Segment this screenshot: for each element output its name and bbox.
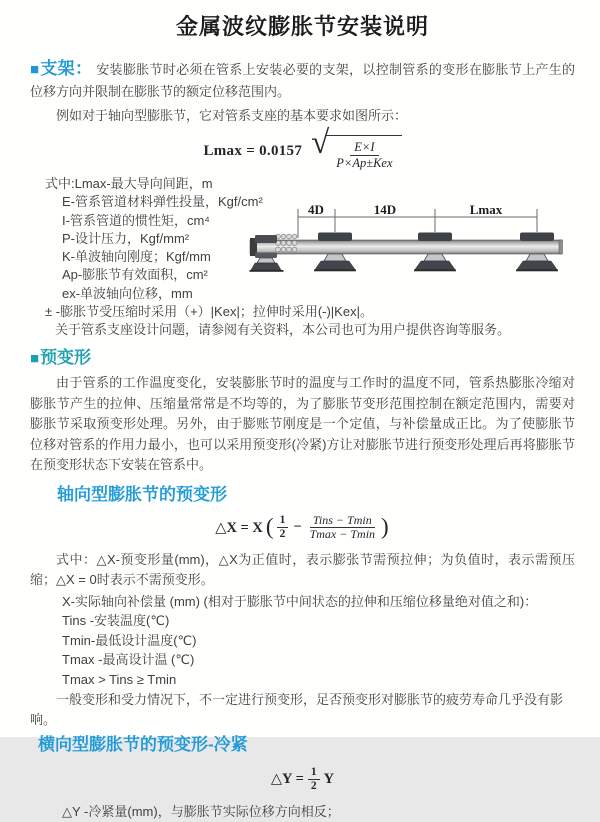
sign-note-line: ± -膨胀节受压缩时采用（+）|Kex|；拉伸时采用(-)|Kex|。 [45,304,373,320]
formula-numerator: E×I [350,140,378,156]
axial-item: Tins -安装温度(℃) [62,613,170,629]
definition-line: 式中:Lmax-最大导向间距，m [45,176,213,191]
lateral-formula [30,764,575,794]
definition-line: E-管系管道材料弹性投量，Kgf/cm² [62,194,263,210]
section-square-icon: ■ [30,350,40,367]
pipe-support-diagram [248,202,592,294]
sqrt-radical [311,124,401,171]
predeform-paragraph: 由于管系的工作温度变化，安装膨胀节时的温度与工作时的温度不同，管系热膨胀冷缩对膨胀节产生的拉伸、压缩量常常是不均等的，为了膨胀节变形范围控制在额定范围内，需要对膨胀节采取预变形处理。另外，由于膨账节刚度是一个定值，与补偿量成正比。为了使膨胀节位移对管系的作用力最小，也可以采用预变形(冷紧)方让对膨胀节进行预变形处理后再将膨胀节在预变形状态下安装在管系中。 [30,375,575,472]
half-fraction: $\frac{1}{2}$ [308,766,320,793]
definition-line: K-单波轴向刚度；Kgf/mm [62,249,211,265]
close-paren: ) [381,514,389,539]
support-paragraph [30,58,575,103]
axial-note: 一般变形和受力情况下，不一定进行预变形，足否预变形对膨胀节的疲劳寿命几乎没有影响。 [30,692,564,728]
support-paragraph-text: 安装膨胀节时必须在管系上安装必要的支架，以控制管系的变形在膨胀节上产生的位移方向并限制在膨胀节的额定位移范围内。 [30,62,575,99]
axial-formula [30,512,575,544]
axial-explain-paragraph: 式中：△X-预变形量(mm)，△X为正值时，表示膨张节需预拉伸；为负值时，表示需预压缩；△X = 0时表示不需预变形。 [30,551,575,587]
section-square-icon: ■ [30,61,40,78]
sqrt-sign-icon: √ [311,124,330,161]
lateral-formula-rhs: Y [323,770,335,787]
lateral-subheading: 横向型膨胀节的预变形-冷紧 [38,735,248,755]
axial-formula-lhs: △X = X [215,519,263,536]
minus-operator: − [293,519,302,535]
section-support-heading [30,59,92,78]
half-fraction: 1 2 [277,514,289,541]
lateral-formula-lhs: △Y = [270,771,304,788]
dim-label-14d: 14D [373,202,397,217]
lateral-note: △Y -冷紧量(mm)，与膨胀节实际位移方向相反； [62,804,340,820]
axial-subheading: 轴向型膨胀节的预变形 [57,484,227,504]
section-predeform-label: 预变形 [40,348,92,367]
lmax-formula-lhs: Lmax = 0.0157 [203,142,303,159]
dim-label-lmax: Lmax [469,202,503,217]
open-paren: ( [265,514,274,539]
axial-item: X-实际轴向补偿量 (mm) (相对于膨胀节中间状态的拉伸和压缩位移量绝对值之和)： [62,593,538,609]
definition-line: P-设计压力，Kgf/mm² [62,230,190,246]
dim-label-4d: 4D [308,202,324,217]
axial-item: Tmax -最高设计温 (℃) [62,652,195,668]
section-predeform-heading [30,347,575,370]
definition-line: Ap-膨胀节有效面积，cm² [62,267,208,283]
definition-line: ex-单波轴向位移，mm [62,285,193,301]
axial-item: Tmin-最低设计温度(℃) [62,632,197,648]
page-title: 金属波纹膨胀节安装说明 [175,14,429,39]
definition-line: I-管系管道的惯性矩，cm⁴ [62,212,210,228]
formula-denominator: P×Ap±Kex [336,155,393,170]
support-example-line: 例如对于轴向型膨胀节，它对管系支座的基本要求如图所示： [56,108,408,123]
pipe-end-cap [559,240,563,254]
lmax-formula [30,124,575,171]
section-support-label: 支架： [40,59,93,78]
definitions-and-diagram [30,175,575,343]
radicand [325,135,401,171]
temperature-fraction: Tins − Tmin Tmax − Tmin [309,513,376,541]
axial-item: Tmax > Tins ≥ Tmin [62,671,177,687]
service-note-line: 关于管系支座设计问题，请参阅有关资料，本公司也可为用户提供咨询等服务。 [55,322,511,338]
